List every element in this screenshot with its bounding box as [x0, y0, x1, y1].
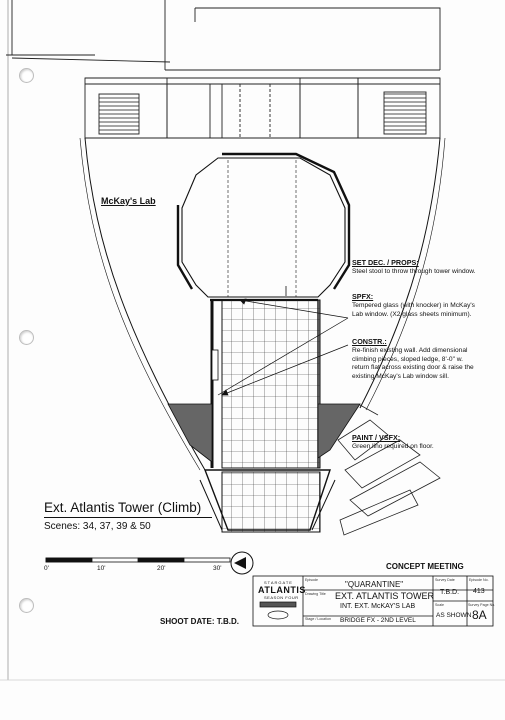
note-body-constr: Re-finish existing wall. Add dimensional climbing pieces, sloped ledge, 8'-0" w. return flat across existing door & raise the existing McKay's Lab window sill.: [352, 347, 474, 380]
upper-walkway: [6, 0, 440, 138]
note-body-paint: Green lino required on floor.: [352, 443, 434, 450]
page-no-label: Survey Page No.: [468, 603, 496, 607]
episode-label: Episode: [305, 578, 318, 582]
note-body-spfx: Tempered glass (with knocker) in McKay's Lab window. (X2 glass sheets minimum).: [352, 302, 475, 318]
shoot-date: SHOOT DATE: T.B.D.: [160, 617, 239, 626]
drawing-subtitle: INT. EXT. McKAY'S LAB: [340, 603, 416, 610]
concept-meeting-label: CONCEPT MEETING: [386, 562, 464, 571]
set-title: Ext. Atlantis Tower (Climb): [44, 500, 202, 515]
mckays-lab-room: [178, 154, 349, 300]
scale-tick-30: 30': [213, 565, 222, 572]
survey-date-label: Survey Date: [435, 578, 455, 582]
tower-shaft: [212, 300, 320, 468]
stargate-atlantis-logo: [260, 602, 296, 619]
stage-location: BRIDGE FX - 2ND LEVEL: [340, 617, 416, 624]
scale-tick-0: 0': [44, 565, 49, 572]
note-body-set-dec: Steel stool to throw through tower window.: [352, 268, 476, 275]
note-heading-paint: PAINT / VSFX:: [352, 433, 401, 442]
logo-line-1: STARGATE: [264, 580, 293, 585]
note-heading-set-dec: SET DEC. / PROPS:: [352, 258, 419, 267]
scale-tick-10: 10': [97, 565, 106, 572]
scale-label: Scale: [435, 603, 444, 607]
stair-right: [338, 405, 440, 535]
set-title-underline: [44, 517, 212, 518]
survey-date: T.B.D.: [440, 589, 460, 596]
direction-arrow-icon: [231, 552, 253, 574]
episode-no-label: Episode No.: [469, 578, 489, 582]
episode-name: "QUARANTINE": [345, 580, 404, 589]
scale-bar: [46, 558, 230, 562]
logo-line-3: SEASON FOUR: [264, 595, 299, 600]
room-label: McKay's Lab: [101, 196, 156, 206]
stage-label: Stage / Location: [305, 617, 331, 621]
set-scenes: Scenes: 34, 37, 39 & 50: [44, 521, 151, 532]
lower-landing: [200, 470, 335, 532]
drawing-title-label: Drawing Title: [305, 592, 326, 596]
scale-tick-20: 20': [157, 565, 166, 572]
logo-line-2: ATLANTIS: [258, 585, 306, 595]
drawing-title: EXT. ATLANTIS TOWER: [335, 591, 435, 601]
page-number: 8A: [472, 608, 487, 622]
note-heading-constr: CONSTR.:: [352, 337, 387, 346]
scale-value: AS SHOWN: [436, 612, 472, 619]
note-heading-spfx: SPFX:: [352, 292, 374, 301]
episode-number: 413: [473, 588, 485, 595]
